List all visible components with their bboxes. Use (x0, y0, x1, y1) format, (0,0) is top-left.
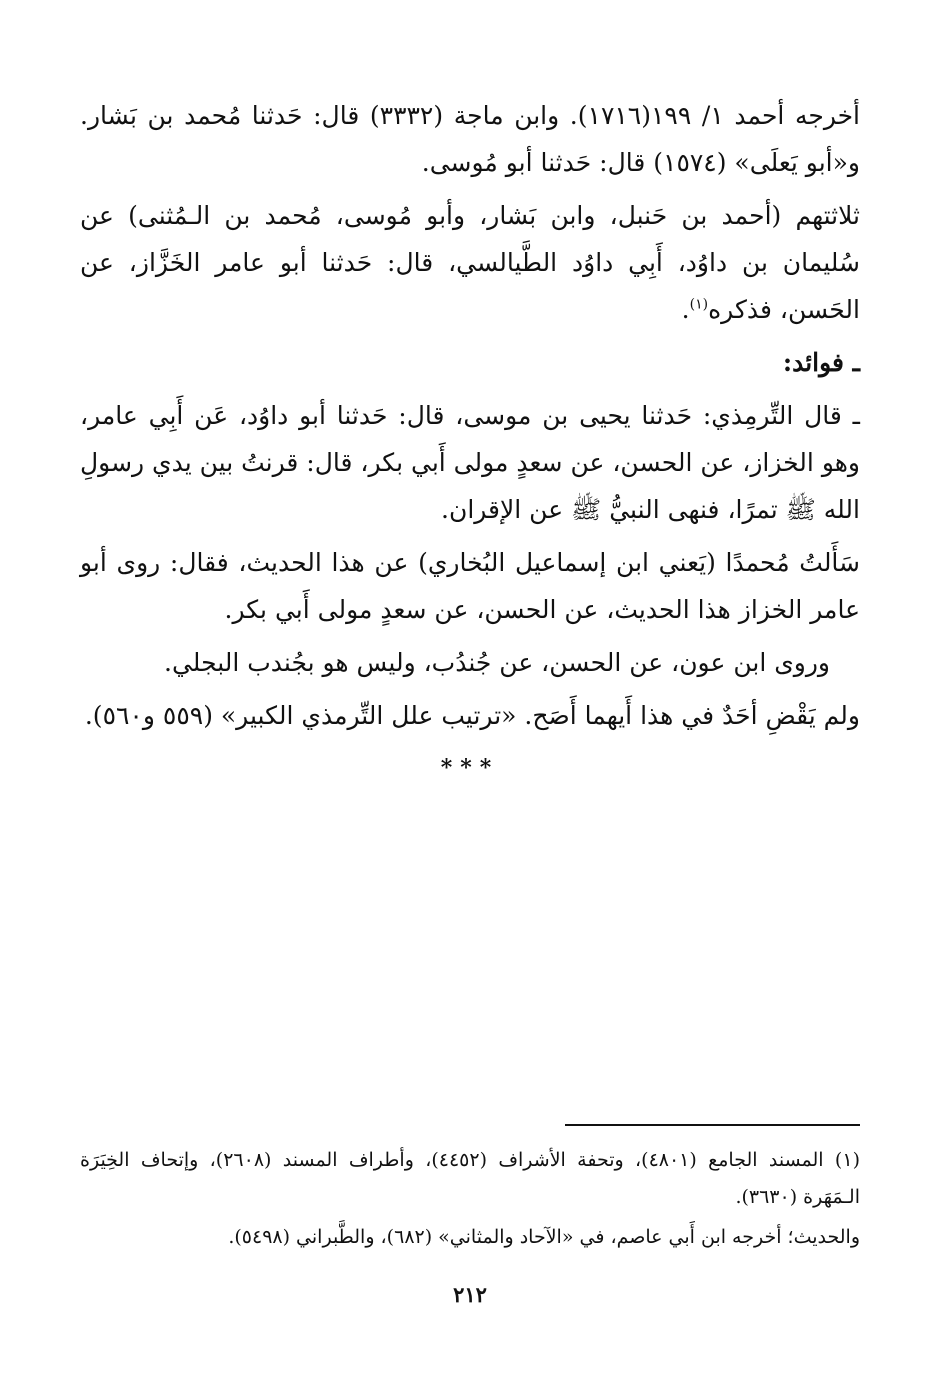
paragraph-conclusion: ولم يَقْضِ أحَدٌ في هذا أَيهما أَصَح. «ترتيب علل التِّرمذي الكبير» (٥٥٩ و٥٦٠). (84, 701, 860, 730)
paragraph-takhrij: أخرجه أحمد ١/ ١٩٩(١٧١٦). وابن ماجة (٣٣٣٢) قال: حَدثنا مُحمد بن بَشار. و«أبو يَعلَى» (١٥٧٤) قال: حَدثنا أبو مُوسى. (80, 101, 861, 177)
book-page (80, 92, 860, 1332)
paragraph-tirmidhi: ـ قال التِّرمِذي: حَدثنا يحيى بن موسى، قال: حَدثنا أبو داوُد، عَن أَبِي عامر، وهو الخزاز، عن الحسن، عن سعدٍ مولى أَبي بكر، قال: قرنتُ بين يدي رسولِ الله ﷺ تمرًا، فنهى النبيُّ ﷺ عن الإقران. (79, 401, 860, 524)
main-text (80, 92, 860, 792)
footnotes-section (80, 1142, 860, 1259)
page-number: ٢١٢ (453, 1282, 487, 1307)
paragraph-ibn-awn: وروى ابن عون، عن الحسن، عن جُندُب، وليس هو بجُندب البجلي. (164, 648, 830, 677)
paragraph-bukhari-question: سَأَلتُ مُحمدًا (يَعني ابن إسماعيل البُخاري) عن هذا الحديث، فقال: روى أبو عامر الخزاز هذا الحديث، عن الحسن، عن سعدٍ مولى أَبي بكر. (80, 548, 860, 624)
footnote-hadith-sources: والحديث؛ أخرجه ابن أَبي عاصم، في «الآحاد والمثاني» (٦٨٢)، والطَّبراني (٥٤٩٨). (228, 1226, 860, 1248)
footnote-divider (565, 1124, 860, 1126)
paragraph-chain: ثلاثتهم (أحمد بن حَنبل، وابن بَشار، وأبو مُوسى، مُحمد بن الـمُثنى) عن سُليمان بن داوُد، أَبِي داوُد الطَّيالسي، قال: حَدثنا أبو عامر الخَزَّاز، عن الحَسن، فذكره$^{(١)}$. (80, 201, 860, 324)
fawaid-heading: ـ فوائد: (782, 348, 860, 377)
footnote-reference[interactable]: (١) (689, 296, 709, 313)
section-separator: *** (440, 755, 500, 781)
chain-text: ثلاثتهم (أحمد بن حَنبل، وابن بَشار، وأبو مُوسى، مُحمد بن الـمُثنى) عن سُليمان بن داوُد، أَبِي داوُد الطَّيالسي، قال: حَدثنا أبو عامر الخَزَّاز، عن الحَسن، فذكره (80, 201, 860, 324)
footnote-1: (١) المسند الجامع (٤٨٠١)، وتحفة الأشراف (٤٤٥٢)، وأطراف المسند (٢٦٠٨)، وإتحاف الخِيَرَة الـمَهَرة (٣٦٣٠). (80, 1149, 860, 1208)
